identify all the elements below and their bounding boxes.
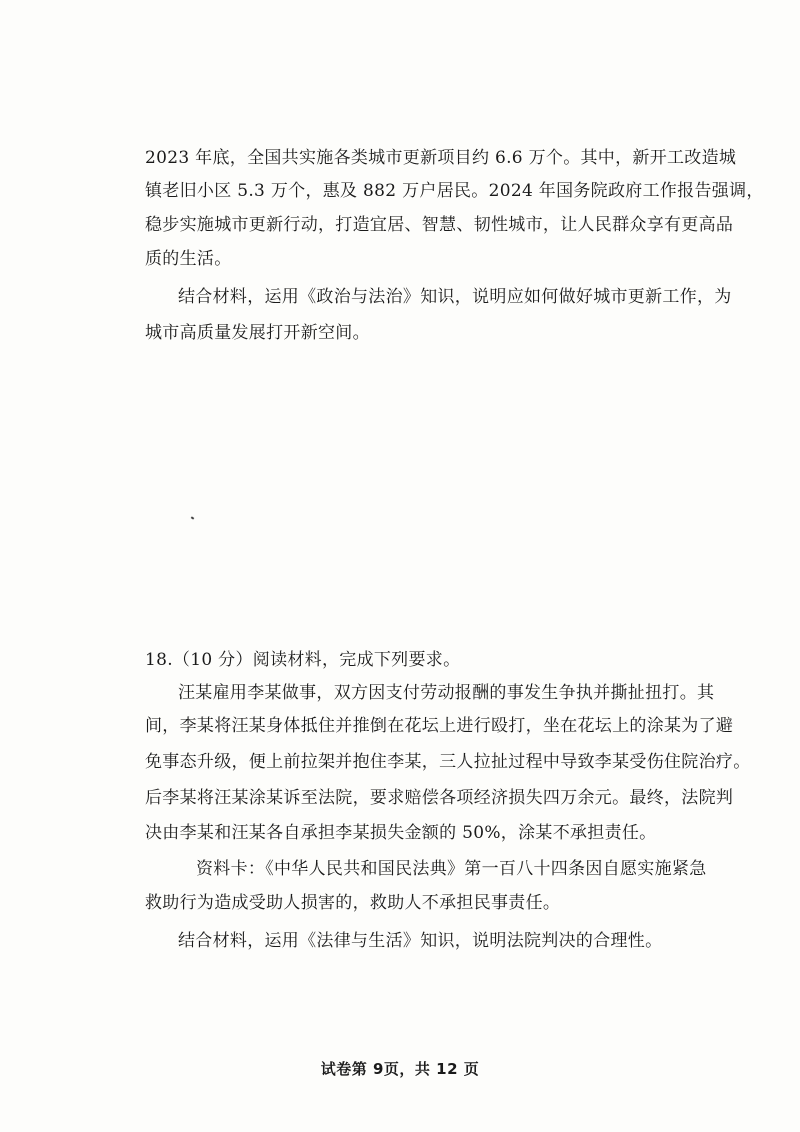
page-footer: 试卷第 9页，共 12 页: [320, 1060, 480, 1078]
q18-card-line-1: 资料卡：《中华人民共和国民法典》第一百八十四条因自愿实施紧急: [196, 859, 707, 879]
q18-material-line-2: 间，李某将汪某身体抵住并推倒在花坛上进行殴打，坐在花坛上的涂某为了避: [145, 716, 734, 736]
task-line-1: 结合材料，运用《政治与法治》知识，说明应如何做好城市更新工作，为: [178, 287, 732, 307]
q18-card-line-2: 救助行为造成受助人损害的，救助人不承担民事责任。: [145, 893, 561, 913]
material-line-1: 2023 年底，全国共实施各类城市更新项目约 6.6 万个。其中，新开工改造城: [145, 148, 737, 168]
q18-material-line-1: 汪某雇用李某做事，双方因支付劳动报酬的事发生争执并撕扯扭打。其: [178, 683, 715, 703]
q18-material-line-5: 决由李某和汪某各自承担李某损失金额的 50%，涂某不承担责任。: [145, 823, 657, 843]
material-line-3: 稳步实施城市更新行动，打造宜居、智慧、韧性城市，让人民群众享有更高品: [145, 215, 734, 235]
material-line-2: 镇老旧小区 5.3 万个，惠及 882 万户居民。2024 年国务院政府工作报告强调，: [145, 181, 764, 201]
q18-material-line-3: 免事态升级，便上前拉架并抱住李某，三人拉扯过程中导致李某受伤住院治疗。: [145, 752, 751, 772]
material-line-4: 质的生活。: [145, 249, 232, 269]
q18-material-line-4: 后李某将汪某涂某诉至法院，要求赔偿各项经济损失四万余元。最终，法院判: [145, 788, 734, 808]
scan-speck: [191, 516, 195, 519]
task-line-2: 城市高质量发展打开新空间。: [145, 323, 370, 343]
question-18-heading: 18.（10 分）阅读材料，完成下列要求。: [145, 650, 461, 670]
q18-task-line: 结合材料，运用《法律与生活》知识，说明法院判决的合理性。: [178, 931, 663, 951]
